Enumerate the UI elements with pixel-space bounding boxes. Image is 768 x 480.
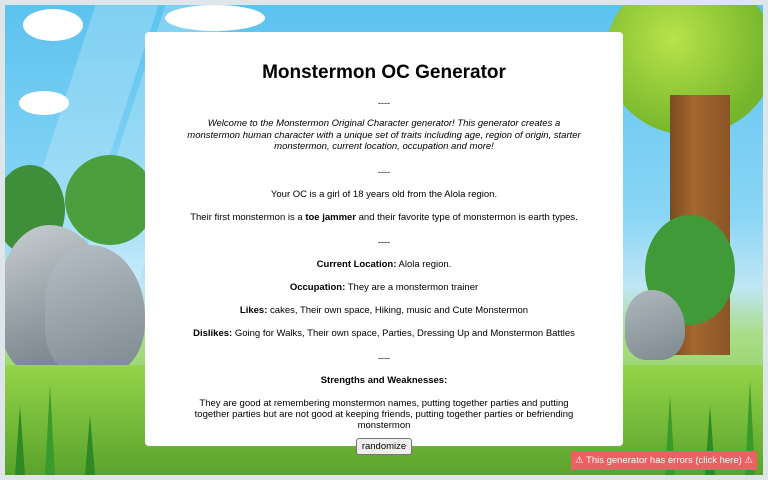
randomize-button[interactable]: randomize [356, 438, 412, 455]
dislikes-label: Dislikes: [193, 327, 233, 339]
first-monster-prefix: Their first monstermon is a [190, 211, 306, 223]
first-monster-suffix: and their favorite type of monstermon is earth types. [356, 211, 578, 223]
occupation-value: They are a monstermon trainer [347, 281, 479, 293]
likes-value: cakes, Their own space, Hiking, music and Cute Monstermon [270, 304, 529, 316]
separator: ---- [378, 98, 390, 108]
first-monster-line [145, 212, 623, 223]
strengths-heading-label: Strengths and Weaknesses: [320, 374, 448, 386]
strengths-heading [145, 375, 623, 386]
cloud [19, 91, 69, 115]
grass-blade [85, 415, 95, 475]
occupation-label: Occupation: [289, 281, 346, 293]
cloud [165, 5, 265, 31]
current-location-label: Current Location: [316, 258, 397, 270]
grass-blade [15, 405, 25, 475]
current-location [145, 259, 623, 270]
oc-summary: Your OC is a girl of 18 years old from the Alola region. [270, 188, 498, 200]
page-title: Monstermon OC Generator [262, 62, 506, 83]
dislikes [145, 328, 623, 339]
occupation [145, 282, 623, 293]
separator: ---- [378, 236, 390, 247]
likes-label: Likes: [239, 304, 268, 316]
current-location-value: Alola region. [398, 258, 452, 270]
separator: ---- [378, 166, 390, 177]
cloud [23, 9, 83, 41]
grass-blade [45, 385, 55, 475]
first-monster-name: toe jammer [305, 211, 356, 223]
error-banner[interactable]: ⚠ This generator has errors (click here) ⚠ [571, 451, 757, 470]
separator: ---- [378, 352, 390, 363]
likes [145, 305, 623, 316]
generator-panel [145, 32, 623, 452]
strengths-text: They are good at remembering monstermon names, putting together parties and putting together parties but are not good at keeping friends, putting together parties or befriending monstermon [194, 397, 574, 431]
dislikes-value: Going for Walks, Their own space, Parties, Dressing Up and Monstermon Battles [234, 327, 575, 339]
intro-text: Welcome to the Monstermon Original Character generator! This generator creates a monstermon human character with a unique set of traits including age, region of origin, starter monstermon, current location, occupation and more! [187, 118, 581, 152]
bush [65, 155, 155, 245]
